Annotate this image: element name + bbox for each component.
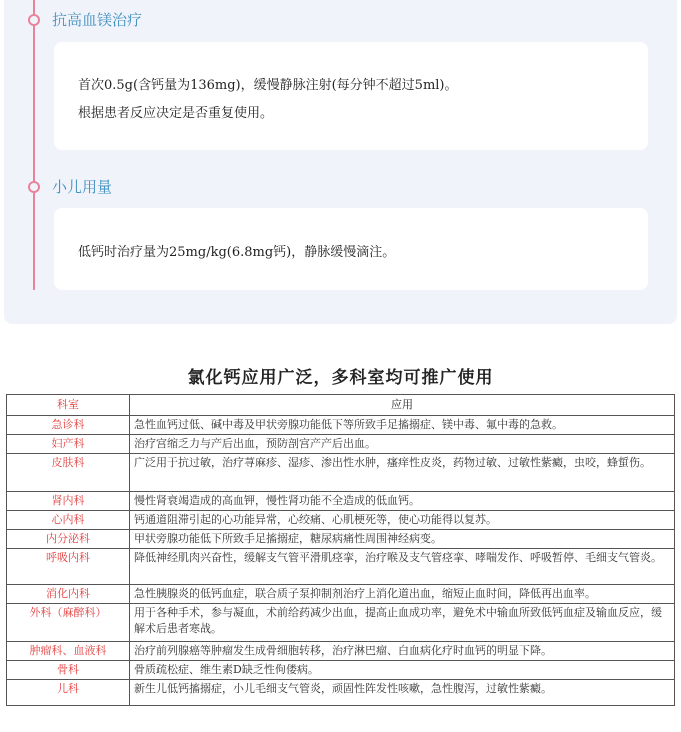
section-title-hypermagnesemia: 抗高血镁治疗 bbox=[52, 11, 143, 29]
table-header-row bbox=[7, 395, 675, 416]
table-row bbox=[7, 549, 675, 585]
card-text-line: 根据患者反应决定是否重复使用。 bbox=[78, 106, 274, 121]
use-cell: 急性胰腺炎的低钙血症，联合质子泵抑制剂治疗上消化道出血，缩短止血时间，降低再出血率。 bbox=[130, 585, 675, 604]
dept-cell: 呼吸内科 bbox=[7, 549, 130, 585]
table-row bbox=[7, 416, 675, 435]
card-text-line: 首次0.5g(含钙量为136mg)，缓慢静脉注射(每分钟不超过5ml)。 bbox=[78, 78, 458, 93]
table-row bbox=[7, 530, 675, 549]
use-cell: 治疗前列腺癌等肿瘤发生成骨细胞转移，治疗淋巴瘤、白血病化疗时血钙的明显下降。 bbox=[130, 642, 675, 661]
section-card-pediatric-dose bbox=[54, 208, 648, 290]
use-cell: 广泛用于抗过敏，治疗荨麻疹、湿疹、渗出性水肿，瘙痒性皮炎，药物过敏、过敏性紫癜，虫咬，蜂蜇伤。 bbox=[130, 454, 675, 492]
table-row bbox=[7, 511, 675, 530]
use-cell: 急性血钙过低、碱中毒及甲状旁腺功能低下等所致手足搐搦症、镁中毒、氟中毒的急救。 bbox=[130, 416, 675, 435]
dept-cell: 内分泌科 bbox=[7, 530, 130, 549]
table-row bbox=[7, 642, 675, 661]
timeline-dot-icon bbox=[28, 14, 40, 26]
table-title: 氯化钙应用广泛，多科室均可推广使用 bbox=[187, 368, 494, 388]
card-text-line: 低钙时治疗量为25mg/kg(6.8mg钙)，静脉缓慢滴注。 bbox=[78, 245, 396, 260]
table-row bbox=[7, 492, 675, 511]
header-department: 科室 bbox=[7, 395, 130, 416]
table-row bbox=[7, 454, 675, 492]
table-row bbox=[7, 680, 675, 706]
timeline-dot-icon bbox=[28, 181, 40, 193]
dept-cell: 急诊科 bbox=[7, 416, 130, 435]
table-row bbox=[7, 661, 675, 680]
table-row bbox=[7, 585, 675, 604]
use-cell: 新生儿低钙搐搦症，小儿毛细支气管炎，顽固性阵发性咳嗽，急性腹泻，过敏性紫癜。 bbox=[130, 680, 675, 706]
dept-cell: 外科（麻醉科） bbox=[7, 604, 130, 642]
dept-cell: 皮肤科 bbox=[7, 454, 130, 492]
table-row bbox=[7, 604, 675, 642]
dept-cell: 骨科 bbox=[7, 661, 130, 680]
use-cell: 甲状旁腺功能低下所致手足搐搦症，糖尿病痛性周围神经病变。 bbox=[130, 530, 675, 549]
section-card-hypermagnesemia bbox=[54, 42, 648, 150]
use-cell: 降低神经肌肉兴奋性，缓解支气管平滑肌痉挛，治疗喉及支气管痉挛、哮喘发作、呼吸暂停、毛细支气管炎。 bbox=[130, 549, 675, 585]
dosage-panel bbox=[4, 0, 677, 324]
timeline-line bbox=[33, 0, 35, 290]
dept-cell: 心内科 bbox=[7, 511, 130, 530]
dept-cell: 消化内科 bbox=[7, 585, 130, 604]
table-row bbox=[7, 435, 675, 454]
dept-cell: 肾内科 bbox=[7, 492, 130, 511]
header-application: 应用 bbox=[130, 395, 675, 416]
section-title-pediatric-dose: 小儿用量 bbox=[52, 178, 113, 196]
use-cell: 慢性肾衰竭造成的高血钾，慢性肾功能不全造成的低血钙。 bbox=[130, 492, 675, 511]
use-cell: 治疗宫缩乏力与产后出血，预防剖宫产产后出血。 bbox=[130, 435, 675, 454]
dept-cell: 儿科 bbox=[7, 680, 130, 706]
use-cell: 钙通道阻滞引起的心功能异常，心绞痛、心肌梗死等，使心功能得以复苏。 bbox=[130, 511, 675, 530]
dept-cell: 肿瘤科、血液科 bbox=[7, 642, 130, 661]
application-table bbox=[6, 394, 675, 706]
dept-cell: 妇产科 bbox=[7, 435, 130, 454]
use-cell: 用于各种手术，参与凝血，术前给药减少出血，提高止血成功率，避免术中输血所致低钙血症及输血反应，缓解术后患者寒战。 bbox=[130, 604, 675, 642]
use-cell: 骨质疏松症、维生素D缺乏性佝偻病。 bbox=[130, 661, 675, 680]
